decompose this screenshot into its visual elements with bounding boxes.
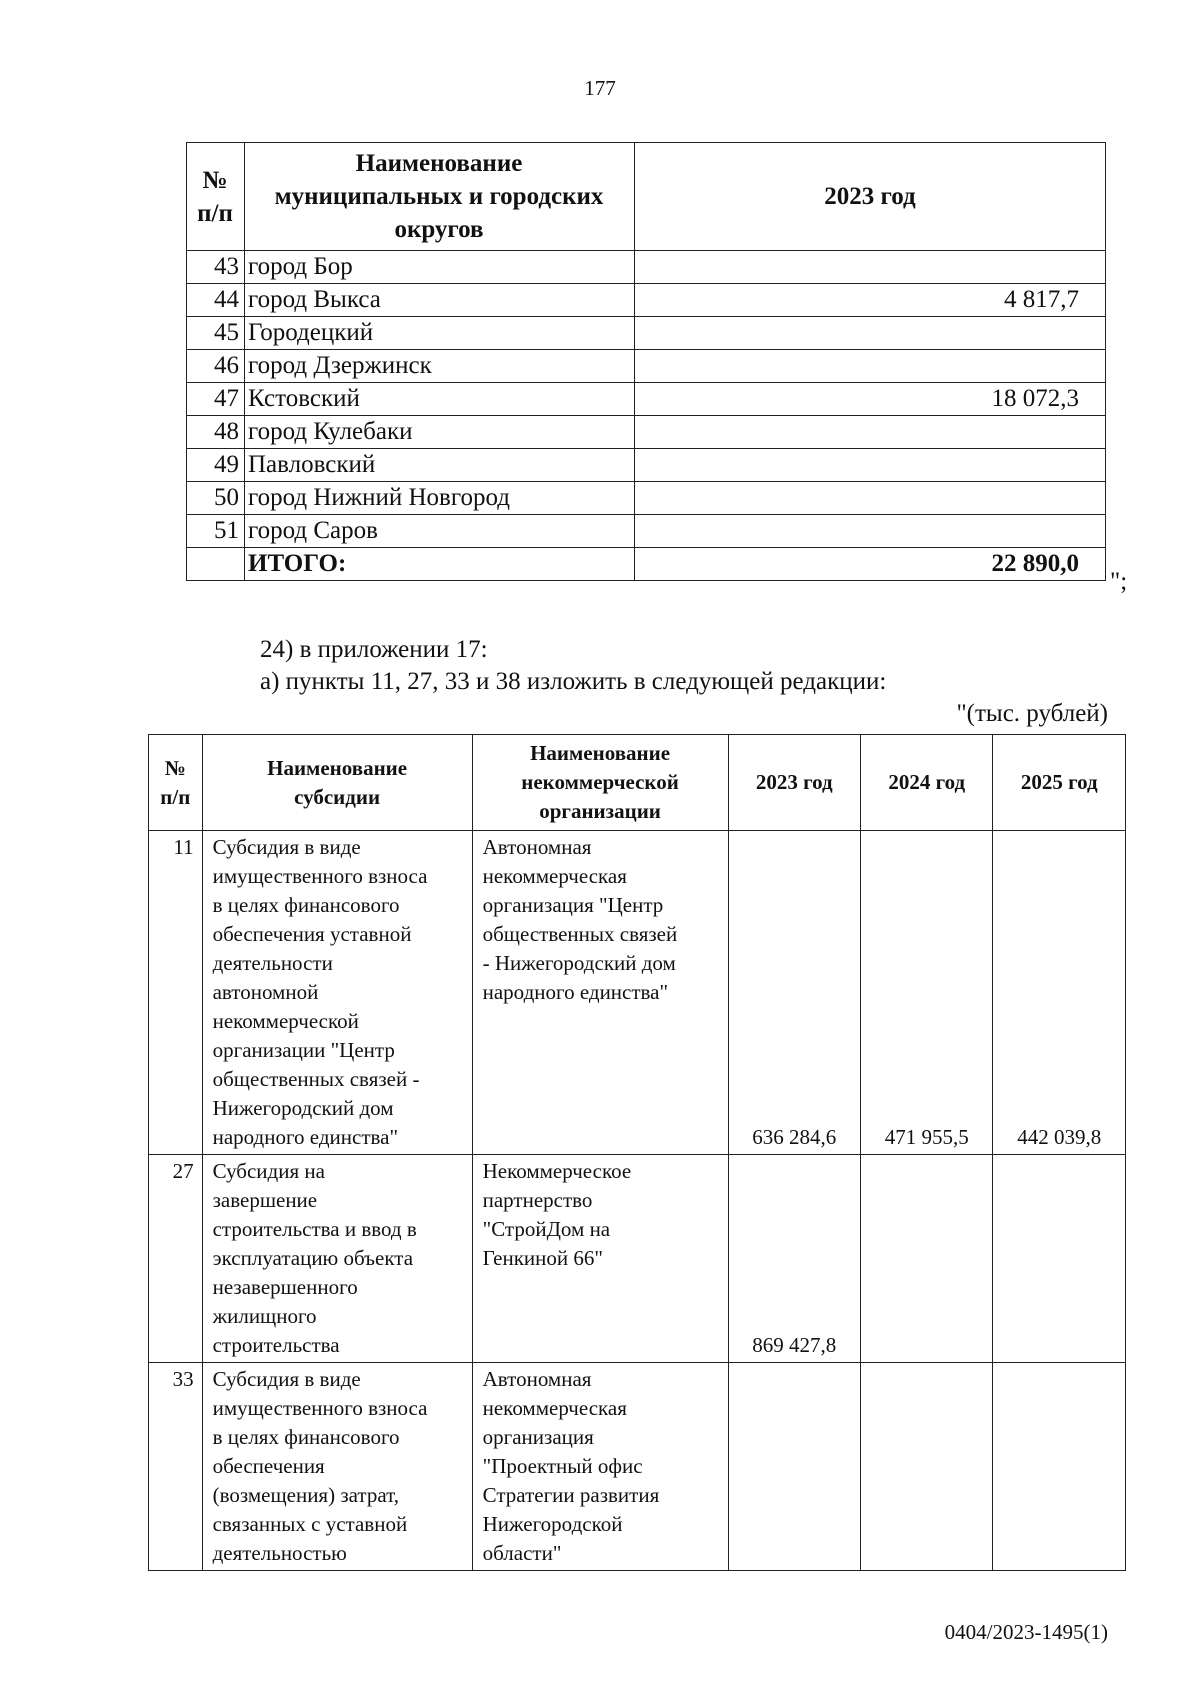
row-organization-line: общественных связей	[482, 922, 678, 946]
header-text: п/п	[160, 784, 191, 809]
row-subsidy-line: строительства	[212, 1333, 340, 1357]
row-value	[635, 251, 1106, 284]
row-name: город Дзержинск	[245, 350, 635, 383]
row-value-2024	[860, 1363, 992, 1571]
header-text: Наименование	[267, 755, 408, 780]
header-text: муниципальных и городских	[274, 183, 604, 210]
row-name: город Нижний Новгород	[245, 482, 635, 515]
row-subsidy-line: завершение	[212, 1188, 318, 1212]
row-value	[635, 449, 1106, 482]
row-organization-line: партнерство	[482, 1188, 593, 1212]
row-organization-line: организация "Центр	[482, 893, 664, 917]
table-row	[187, 350, 1106, 383]
row-subsidy-line: автономной	[212, 980, 319, 1004]
document-code: 0404/2023-1495(1)	[944, 1620, 1108, 1644]
row-value-2025	[993, 1155, 1126, 1363]
row-subsidy-line: Нижегородский дом	[212, 1096, 394, 1120]
row-organization-line: - Нижегородский дом	[482, 951, 676, 975]
row-value-2023	[728, 1363, 860, 1571]
row-num: 11	[149, 831, 203, 1155]
total-num	[187, 548, 245, 581]
header-name	[245, 143, 635, 251]
row-subsidy-line: общественных связей -	[212, 1067, 420, 1091]
row-organization	[472, 1155, 728, 1363]
row-subsidy-line: в целях финансового	[212, 1425, 400, 1449]
table-row	[187, 317, 1106, 350]
row-value	[635, 317, 1106, 350]
row-subsidy-line: жилищного	[212, 1304, 317, 1328]
row-value-2023: 636 284,6	[728, 831, 860, 1155]
table-row	[187, 383, 1106, 416]
table-row	[149, 831, 1126, 1155]
row-subsidy-line: эксплуатацию объекта	[212, 1246, 414, 1270]
row-subsidy-line: Субсидия на	[212, 1159, 325, 1183]
header-text: субсидии	[294, 784, 381, 809]
row-organization-line: "Проектный офис	[482, 1454, 643, 1478]
row-value	[635, 482, 1106, 515]
row-organization-line: некоммерческая	[482, 1396, 627, 1420]
row-organization-line: Автономная	[482, 1367, 592, 1391]
row-name: город Кулебаки	[245, 416, 635, 449]
row-num: 33	[149, 1363, 203, 1571]
header-text: Наименование	[355, 150, 523, 177]
table-row	[187, 515, 1106, 548]
header-num	[187, 143, 245, 251]
row-subsidy-line: Субсидия в виде	[212, 835, 361, 859]
row-subsidy	[202, 1155, 472, 1363]
row-subsidy-line: связанных с уставной	[212, 1512, 408, 1536]
row-name: город Бор	[245, 251, 635, 284]
row-subsidy-line: Субсидия в виде	[212, 1367, 361, 1391]
row-organization-line: Стратегии развития	[482, 1483, 660, 1507]
row-organization-line: некоммерческая	[482, 864, 627, 888]
row-value-2025	[993, 1363, 1126, 1571]
row-num: 50	[187, 482, 245, 515]
header-text: №	[164, 755, 186, 780]
header-org	[472, 735, 728, 831]
row-organization-line: народного единства"	[482, 980, 669, 1004]
row-value: 4 817,7	[635, 284, 1106, 317]
row-subsidy-line: (возмещения) затрат,	[212, 1483, 399, 1507]
table-row	[149, 1363, 1126, 1571]
row-organization	[472, 831, 728, 1155]
row-subsidy-line: деятельностью	[212, 1541, 347, 1565]
row-num: 47	[187, 383, 245, 416]
row-num: 44	[187, 284, 245, 317]
row-organization-line: области"	[482, 1541, 562, 1565]
row-organization	[472, 1363, 728, 1571]
row-organization-line: Автономная	[482, 835, 592, 859]
row-num: 49	[187, 449, 245, 482]
row-organization-line: Генкиной 66"	[482, 1246, 603, 1270]
row-subsidy-line: организации "Центр	[212, 1038, 395, 1062]
table-row	[187, 416, 1106, 449]
row-subsidy-line: строительства и ввод в	[212, 1217, 417, 1241]
total-label: ИТОГО:	[245, 548, 635, 581]
row-subsidy-line: незавершенного	[212, 1275, 358, 1299]
row-name: город Саров	[245, 515, 635, 548]
row-subsidy-line: имущественного взноса	[212, 1396, 428, 1420]
header-text: Наименование	[530, 741, 671, 765]
row-name: Городецкий	[245, 317, 635, 350]
header-2023: 2023 год	[728, 735, 860, 831]
row-value-2024	[860, 1155, 992, 1363]
row-subsidy-line: некоммерческой	[212, 1009, 359, 1033]
municipal-districts-table	[186, 142, 1106, 581]
paragraph-amendment: а) пункты 11, 27, 33 и 38 изложить в следующей редакции:	[260, 668, 887, 695]
row-num: 43	[187, 251, 245, 284]
header-2024: 2024 год	[860, 735, 992, 831]
table-row	[187, 251, 1106, 284]
subsidies-table-body	[149, 831, 1126, 1571]
row-subsidy-line: обеспечения уставной	[212, 922, 412, 946]
row-organization-line: "СтройДом на	[482, 1217, 611, 1241]
row-subsidy-line: в целях финансового	[212, 893, 400, 917]
row-value-2024: 471 955,5	[860, 831, 992, 1155]
row-num: 45	[187, 317, 245, 350]
row-num: 27	[149, 1155, 203, 1363]
header-text: организации	[539, 799, 661, 823]
subsidies-table	[148, 734, 1126, 1571]
row-name: Кстовский	[245, 383, 635, 416]
row-subsidy	[202, 831, 472, 1155]
row-subsidy	[202, 1363, 472, 1571]
header-2025: 2025 год	[993, 735, 1126, 831]
row-organization-line: Нижегородской	[482, 1512, 623, 1536]
row-num: 46	[187, 350, 245, 383]
table-row	[149, 1155, 1126, 1363]
header-text: п/п	[197, 199, 233, 227]
header-year: 2023 год	[635, 143, 1106, 251]
paragraph-appendix: 24) в приложении 17:	[260, 636, 488, 663]
row-name: город Выкса	[245, 284, 635, 317]
header-subsidy	[202, 735, 472, 831]
table-row	[187, 482, 1106, 515]
table-header-row	[149, 735, 1126, 831]
header-text: некоммерческой	[521, 770, 679, 794]
row-value-2023: 869 427,8	[728, 1155, 860, 1363]
header-text: округов	[394, 216, 484, 243]
row-organization-line: организация	[482, 1425, 594, 1449]
row-subsidy-line: деятельности	[212, 951, 333, 975]
table-row	[187, 449, 1106, 482]
total-row	[187, 548, 1106, 581]
row-value	[635, 350, 1106, 383]
header-text: №	[202, 166, 228, 194]
total-value: 22 890,0	[635, 548, 1106, 581]
units-label: "(тыс. рублей)	[956, 700, 1108, 727]
row-subsidy-line: обеспечения	[212, 1454, 325, 1478]
table-header-row	[187, 143, 1106, 251]
row-num: 51	[187, 515, 245, 548]
table-row	[187, 284, 1106, 317]
row-subsidy-line: народного единства"	[212, 1125, 399, 1149]
row-organization-line: Некоммерческое	[482, 1159, 632, 1183]
row-value: 18 072,3	[635, 383, 1106, 416]
quote-suffix: ";	[1110, 568, 1128, 595]
row-value	[635, 416, 1106, 449]
row-name: Павловский	[245, 449, 635, 482]
header-num	[149, 735, 203, 831]
row-value	[635, 515, 1106, 548]
row-num: 48	[187, 416, 245, 449]
page-number: 177	[584, 76, 616, 100]
row-value-2025: 442 039,8	[993, 831, 1126, 1155]
row-subsidy-line: имущественного взноса	[212, 864, 428, 888]
